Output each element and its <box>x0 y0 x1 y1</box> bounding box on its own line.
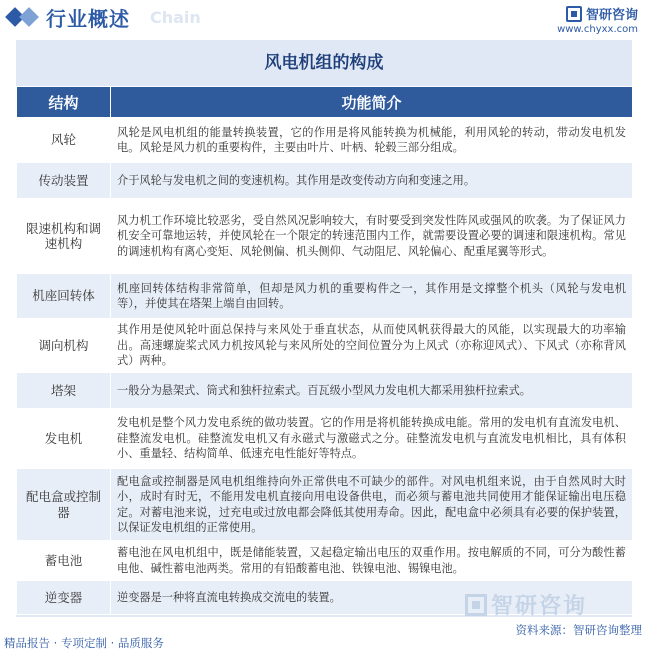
table-title: 风电机组的构成 <box>264 53 384 73</box>
row-desc: 风力机工作环境比较恶劣，受自然风况影响较大，有时要受到突发性阵风或强风的吹袭。为了保证风力机安全可靠地运转，并使风轮在一个限定的转速范围内工作，就需要设置必要的调速和限速机构。常见的调速机构有离心变矩、风轮侧偏、机头侧仰、气动阻尼、风轮偏心、配重尾翼等形式。 <box>111 199 633 274</box>
row-desc: 蓄电池在风电机组中，既是储能装置，又起稳定输出电压的双重作用。按电解质的不同，可分为酸性蓄电他、碱性蓄电池两类。常用的有铅酸蓄电池、铁镍电池、锡镍电池。 <box>111 541 633 581</box>
section-diamond-icon <box>6 6 42 28</box>
row-name: 调向机构 <box>17 319 111 373</box>
table-row <box>17 541 633 581</box>
header-function: 功能简介 <box>111 87 633 118</box>
footer <box>0 622 648 653</box>
row-desc: 介于风轮与发电机之间的变速机构。其作用是改变传动方向和变速之用。 <box>111 163 633 199</box>
section-title: 行业概述 <box>46 7 130 31</box>
row-desc: 发电机是整个风力发电系统的做功装置。它的作用是将机能转换成电能。常用的发电机有直流发电机、硅整流发电机。硅整流发电机又有永磁式与激磁式之分。硅整流发电机与直流发电机相比，具有体积小、重量轻、结构简单、低速充电性能好等特点。 <box>111 409 633 469</box>
header-structure: 结构 <box>17 87 111 118</box>
content-panel <box>16 40 632 617</box>
table-header-row <box>17 87 633 118</box>
top-header <box>0 0 648 38</box>
table-row <box>17 274 633 319</box>
brand-logo-icon <box>566 6 582 22</box>
table-row <box>17 199 633 274</box>
row-desc: 机座回转体结构非常简单，但却是风力机的重要构件之一，其作用是文撑整个机头（风轮与发电机等），并使其在塔架上端自由回转。 <box>111 274 633 319</box>
table-row <box>17 373 633 409</box>
row-name: 传动装置 <box>17 163 111 199</box>
table-row <box>17 163 633 199</box>
structure-table <box>16 86 633 615</box>
brand-logo <box>557 4 638 35</box>
row-desc: 配电盒或控制器是风电机组维持向外正常供电不可缺少的部件。对风电机组来说，由于自然风时大时小，成时有时无，不能用发电机直接向用电设备供电，而必须与蓄电池共同使用才能保证输出电压稳定。对蓄电池来说，过充电或过放电都会降低其使用寿命。因此，配电盒中必须具有必要的保护装置，以保证发电机组的正常使用。 <box>111 469 633 541</box>
table-row <box>17 319 633 373</box>
table-row <box>17 118 633 163</box>
source-note: 资料来源：智研咨询整理 <box>515 623 642 637</box>
table-row <box>17 409 633 469</box>
row-name: 逆变器 <box>17 581 111 615</box>
row-desc: 其作用是使风轮叶面总保持与来风处于垂直状态，从而使风帆获得最大的风能，以实现最大的功率输出。高速螺旋桨式风力机按风轮与来风所处的空间位置分为上风式（亦称迎风式）、下风式（亦称背风式）两种。 <box>111 319 633 373</box>
brand-url: www.chyxx.com <box>557 24 638 35</box>
table-row <box>17 469 633 541</box>
row-desc: 一般分为悬架式、筒式和独杆拉索式。百瓦级小型风力发电机大都采用独杆拉索式。 <box>111 373 633 409</box>
row-name: 机座回转体 <box>17 274 111 319</box>
row-name: 发电机 <box>17 409 111 469</box>
watermark-logo-icon <box>465 594 487 616</box>
row-name: 蓄电池 <box>17 541 111 581</box>
row-name: 配电盒或控制器 <box>17 469 111 541</box>
row-name: 限速机构和调速机构 <box>17 199 111 274</box>
row-desc: 逆变器是一种将直流电转换成交流电的装置。 <box>111 581 633 615</box>
watermark-text: 智研咨询 <box>491 594 588 619</box>
row-desc: 风轮是风电机组的能量转换装置，它的作用是将风能转换为机械能，利用风轮的转动，带动发电机发电。风轮是风力机的重要构件，主要由叶片、叶柄、轮毂三部分组成。 <box>111 118 633 163</box>
brand-name: 智研咨询 <box>585 8 638 23</box>
row-name: 风轮 <box>17 118 111 163</box>
footer-watermark <box>465 589 587 620</box>
header-watermark: Chain <box>150 8 201 27</box>
footer-slogan: 精品报告 · 专项定制 · 品质服务 <box>4 636 164 650</box>
row-name: 塔架 <box>17 373 111 409</box>
